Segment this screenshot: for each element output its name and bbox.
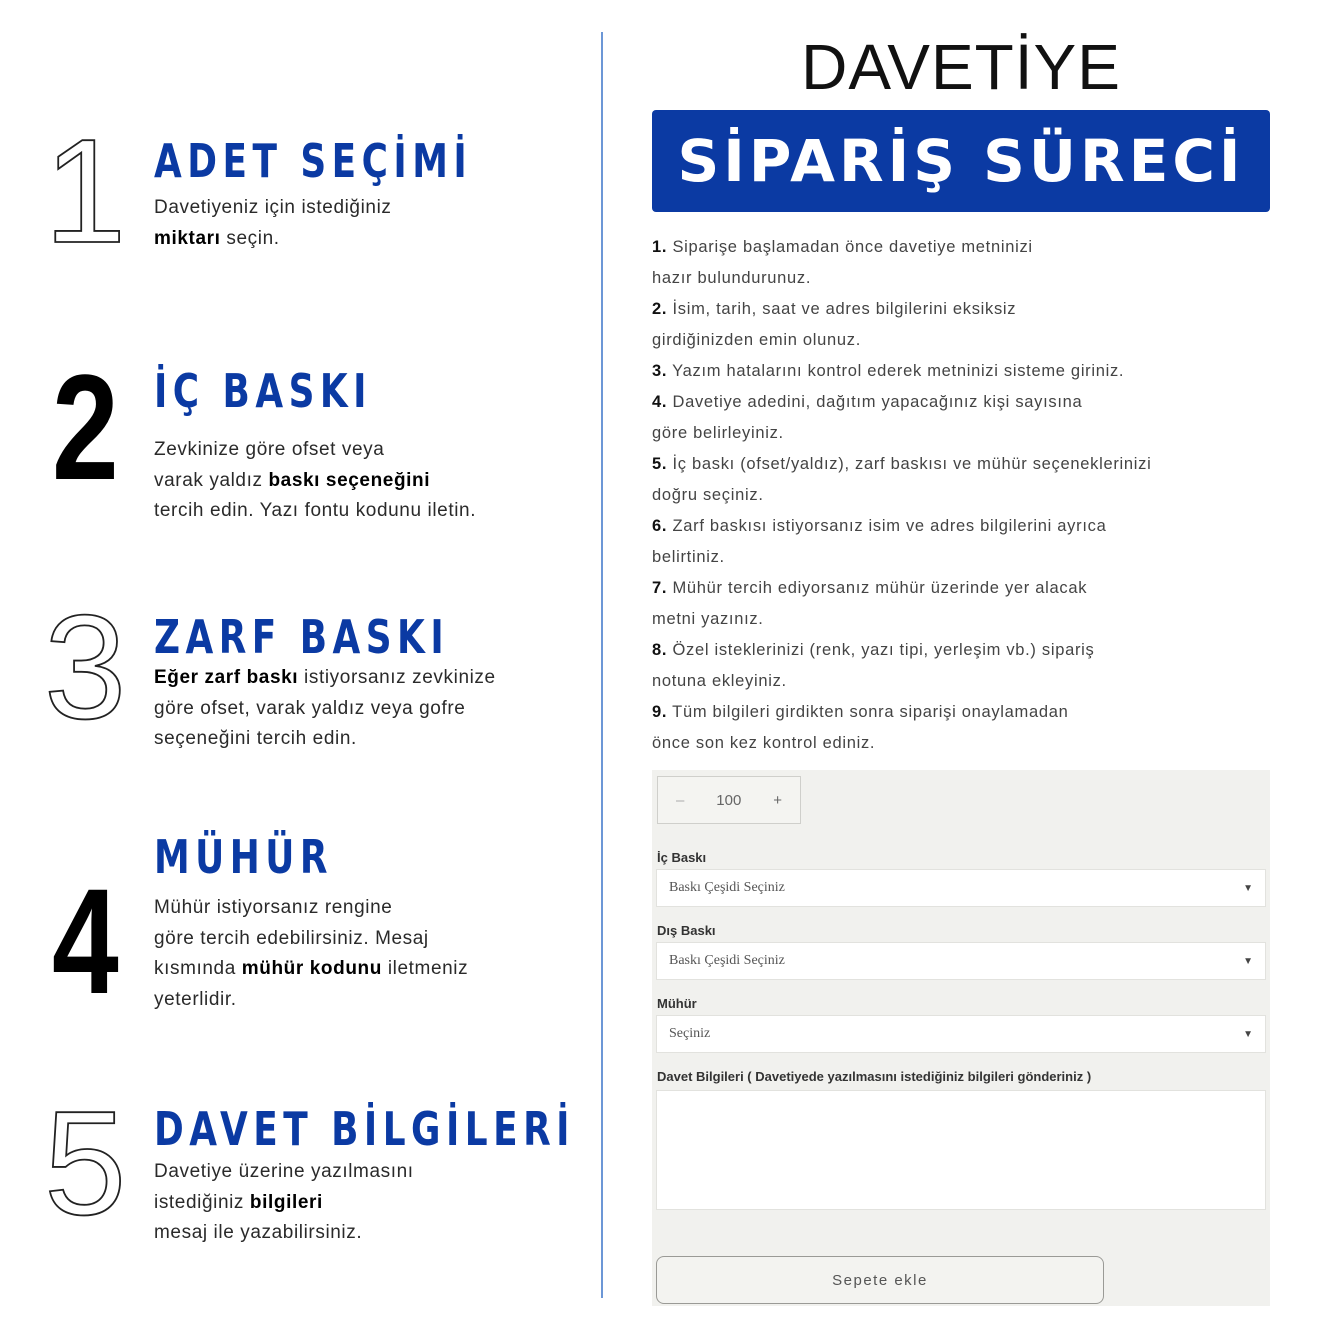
- muhur-label: Mühür: [657, 996, 697, 1011]
- list-item: 3. Yazım hatalarını kontrol ederek metninizi sisteme giriniz.: [652, 362, 1125, 380]
- step-text: Davetiye üzerine yazılmasını istediğiniz bilgileri mesaj ile yazabilirsiniz.: [154, 1161, 414, 1243]
- column-divider: [601, 32, 603, 1298]
- muhur-select[interactable]: [656, 1015, 1266, 1053]
- step-text: Eğer zarf baskı istiyorsanız zevkinize göre ofset, varak yaldız veya gofre seçeneğini tercih edin.: [154, 667, 496, 749]
- decrement-button[interactable]: –: [676, 791, 685, 809]
- select-value: Baskı Çeşidi Seçiniz: [669, 953, 785, 968]
- step-number: 2: [52, 343, 119, 511]
- step-text: Mühür istiyorsanız rengine göre tercih edebilirsiniz. Mesaj kısmında mühür kodunu iletmeniz yeterlidir.: [154, 897, 469, 1010]
- list-item: 8. Özel isteklerinizi (renk, yazı tipi, yerleşim vb.) sipariş notuna ekleyiniz.: [652, 641, 1095, 690]
- step-title: İÇ BASKI: [154, 364, 372, 418]
- step-title: MÜHÜR: [154, 830, 333, 884]
- caret-down-icon: ▼: [1243, 955, 1253, 967]
- step-title: ZARF BASKI: [154, 610, 450, 664]
- list-item: 4. Davetiye adedini, dağıtım yapacağınız kişi sayısına göre belirleyiniz.: [652, 393, 1083, 442]
- caret-down-icon: ▼: [1243, 882, 1253, 894]
- list-item: 6. Zarf baskısı istiyorsanız isim ve adres bilgilerini ayrıca belirtiniz.: [652, 517, 1107, 566]
- banner-text: SİPARİŞ SÜRECİ: [677, 127, 1245, 195]
- dis-baski-label: Dış Baskı: [657, 923, 716, 938]
- instruction-list: [652, 232, 1252, 759]
- step-number: 4: [52, 857, 119, 1025]
- page-title: DAVETİYE: [801, 31, 1121, 103]
- step-text: Davetiyeniz için istediğiniz miktarı seçin.: [154, 197, 392, 249]
- step-title: ADET SEÇİMİ: [154, 134, 473, 188]
- ic-baski-select[interactable]: [656, 869, 1266, 907]
- step-number: 3: [44, 585, 127, 750]
- list-item: 1. Siparişe başlamadan önce davetiye metninizi hazır bulundurunuz.: [652, 238, 1033, 287]
- step-title: DAVET BİLGİLERİ: [154, 1102, 575, 1156]
- dis-baski-select[interactable]: [656, 942, 1266, 980]
- add-to-cart-button[interactable]: Sepete ekle: [656, 1256, 1104, 1304]
- list-item: 5. İç baskı (ofset/yaldız), zarf baskısı ve mühür seçeneklerinizi doğru seçiniz.: [652, 455, 1152, 504]
- list-item: 7. Mühür tercih ediyorsanız mühür üzerinde yer alacak metni yazınız.: [652, 579, 1088, 628]
- select-value: Baskı Çeşidi Seçiniz: [669, 880, 785, 895]
- davet-bilgileri-textarea[interactable]: [656, 1090, 1266, 1210]
- list-item: 2. İsim, tarih, saat ve adres bilgilerini eksiksiz girdiğinizden emin olunuz.: [652, 300, 1017, 349]
- step-number: 1: [44, 109, 127, 274]
- increment-button[interactable]: +: [773, 791, 782, 809]
- select-value: Seçiniz: [669, 1026, 711, 1041]
- caret-down-icon: ▼: [1243, 1028, 1253, 1040]
- quantity-stepper[interactable]: [657, 776, 801, 824]
- ic-baski-label: İç Baskı: [657, 850, 707, 865]
- step-text: Zevkinize göre ofset veya varak yaldız baskı seçeneğini tercih edin. Yazı fontu kodunu iletin.: [154, 439, 477, 521]
- step-number: 5: [44, 1081, 127, 1246]
- davet-bilgileri-label: Davet Bilgileri ( Davetiyede yazılmasını istediğiniz bilgileri gönderiniz ): [657, 1069, 1092, 1084]
- quantity-value[interactable]: 100: [716, 791, 742, 809]
- title-banner: [652, 110, 1270, 212]
- order-form: [652, 770, 1270, 1306]
- list-item: 9. Tüm bilgileri girdikten sonra siparişi onaylamadan önce son kez kontrol ediniz.: [652, 703, 1069, 752]
